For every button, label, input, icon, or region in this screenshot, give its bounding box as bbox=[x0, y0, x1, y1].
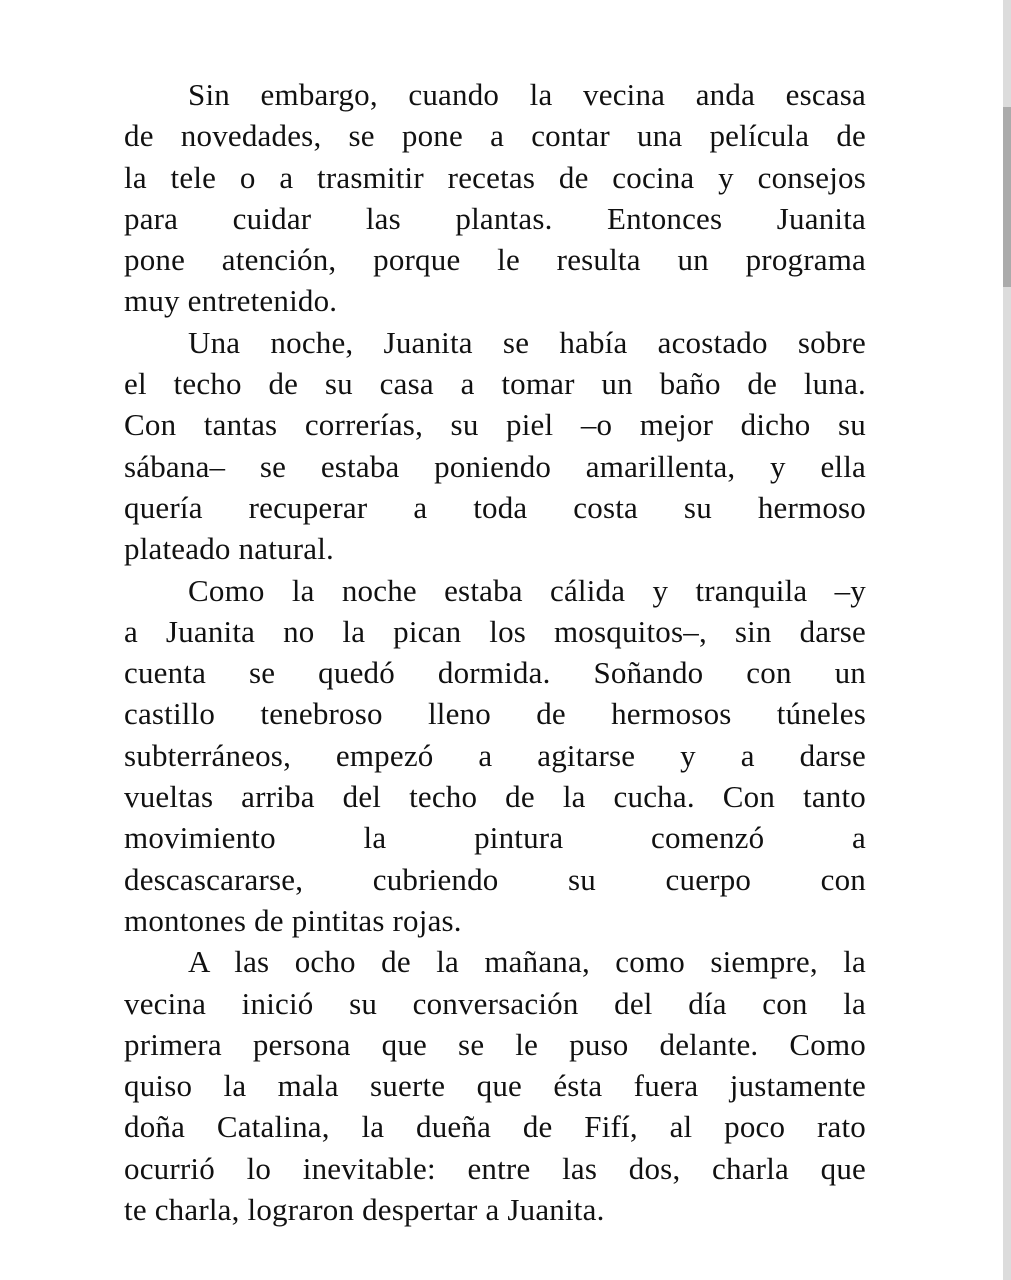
text-line: Sin embargo, cuando la vecina anda escasa bbox=[188, 77, 866, 112]
text-line: pone atención, porque le resulta un programa bbox=[124, 242, 866, 278]
paragraph-3 bbox=[124, 570, 866, 942]
text-line: sábana– se estaba poniendo amarillenta, y ella bbox=[124, 448, 866, 484]
text-line: plateado natural. bbox=[124, 531, 334, 567]
paragraph-1 bbox=[124, 74, 866, 322]
text-line: primera persona que se le puso delante. Como bbox=[124, 1026, 866, 1062]
text-line: ocurrió lo inevitable: entre las dos, charla que bbox=[124, 1150, 866, 1186]
text-line: Una noche, Juanita se había acostado sobre bbox=[188, 324, 866, 360]
scrollbar-thumb[interactable] bbox=[1003, 107, 1011, 286]
text-line: castillo tenebroso lleno de hermosos túneles bbox=[124, 696, 866, 732]
text-line: para cuidar las plantas. Entonces Juanita bbox=[124, 200, 866, 236]
text-line: el techo de su casa a tomar un baño de luna. bbox=[124, 366, 866, 402]
paragraph-2 bbox=[124, 322, 866, 570]
text-line: descascararse, cubriendo su cuerpo con bbox=[124, 861, 866, 897]
text-line: movimiento la pintura comenzó a bbox=[124, 820, 866, 856]
document-page bbox=[124, 74, 866, 1230]
text-line: vecina inició su conversación del día con la bbox=[124, 985, 866, 1021]
text-line: montones de pintitas rojas. bbox=[124, 902, 462, 938]
text-line: cuenta se quedó dormida. Soñando con un bbox=[124, 655, 866, 691]
text-line: te charla, lograron despertar a Juanita. bbox=[124, 1192, 605, 1228]
vertical-scrollbar[interactable] bbox=[1003, 0, 1011, 1280]
text-line: A las ocho de la mañana, como siempre, la bbox=[188, 944, 866, 980]
paragraph-4 bbox=[124, 941, 866, 1230]
text-line: quiso la mala suerte que ésta fuera justamente bbox=[124, 1068, 866, 1104]
text-line: doña Catalina, la dueña de Fifí, al poco rato bbox=[124, 1109, 866, 1145]
text-line: muy entretenido. bbox=[124, 283, 338, 319]
text-line: Como la noche estaba cálida y tranquila –y bbox=[188, 572, 866, 608]
text-line: Con tantas correrías, su piel –o mejor dicho su bbox=[124, 407, 866, 443]
text-line: la tele o a trasmitir recetas de cocina y consejos bbox=[124, 159, 866, 195]
text-line: de novedades, se pone a contar una película de bbox=[124, 118, 866, 154]
text-line: vueltas arriba del techo de la cucha. Con tanto bbox=[124, 779, 866, 815]
text-line: quería recuperar a toda costa su hermoso bbox=[124, 489, 866, 525]
text-line: a Juanita no la pican los mosquitos–, sin darse bbox=[124, 613, 866, 649]
text-line: subterráneos, empezó a agitarse y a darse bbox=[124, 737, 866, 773]
